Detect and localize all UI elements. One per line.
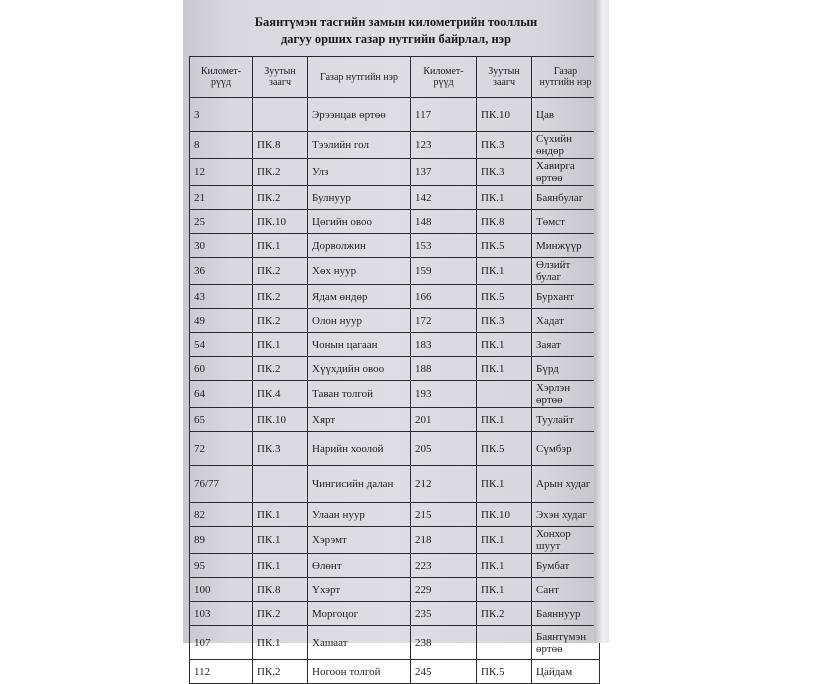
cell-km-1: 43 xyxy=(190,285,253,309)
cell-place-1: Олон нуур xyxy=(308,309,411,333)
cell-km-2: 142 xyxy=(411,186,477,210)
cell-marker-1: ПК.1 xyxy=(253,234,308,258)
cell-marker-2: ПК.5 xyxy=(477,234,532,258)
cell-place-1: Хашаат xyxy=(308,626,411,660)
table-row xyxy=(190,503,600,527)
cell-marker-1: ПК.2 xyxy=(253,159,308,186)
cell-km-2: 238 xyxy=(411,626,477,660)
title-line-1: Баянтүмэн тасгийн замын километрийн тооллын xyxy=(254,15,538,29)
cell-marker-1: ПК.8 xyxy=(253,132,308,159)
cell-km-2: 235 xyxy=(411,602,477,626)
cell-place-1: Чингисийн далан xyxy=(308,466,411,503)
cell-km-1: 30 xyxy=(190,234,253,258)
cell-marker-2 xyxy=(477,626,532,660)
cell-marker-1: ПК.2 xyxy=(253,357,308,381)
cell-marker-1: ПК.1 xyxy=(253,626,308,660)
cell-marker-1: ПК.4 xyxy=(253,381,308,408)
cell-km-1: 3 xyxy=(190,98,253,132)
cell-km-1: 103 xyxy=(190,602,253,626)
kilometer-table xyxy=(189,56,600,684)
cell-place-1: Хярт xyxy=(308,408,411,432)
cell-marker-2: ПК.1 xyxy=(477,258,532,285)
cell-place-2: Эхэн худаг xyxy=(532,503,600,527)
cell-place-1: Моргоцог xyxy=(308,602,411,626)
table-row xyxy=(190,466,600,503)
cell-km-2: 188 xyxy=(411,357,477,381)
cell-km-1: 95 xyxy=(190,554,253,578)
cell-place-1: Цөгийн овоо xyxy=(308,210,411,234)
table-row xyxy=(190,258,600,285)
table-row xyxy=(190,578,600,602)
cell-place-2: Баянбулаг xyxy=(532,186,600,210)
cell-place-1: Хөх нуур xyxy=(308,258,411,285)
cell-place-2: Минжүүр xyxy=(532,234,600,258)
cell-marker-2: ПК.1 xyxy=(477,408,532,432)
header-km-1: Километ-рүүд xyxy=(190,57,253,98)
cell-km-2: 172 xyxy=(411,309,477,333)
cell-place-1: Дорволжин xyxy=(308,234,411,258)
cell-km-2: 137 xyxy=(411,159,477,186)
cell-km-2: 193 xyxy=(411,381,477,408)
cell-place-1: Улаан нуур xyxy=(308,503,411,527)
cell-marker-1: ПК.1 xyxy=(253,554,308,578)
cell-place-1: Нарийн хоолой xyxy=(308,432,411,466)
cell-place-1: Чонын цагаан xyxy=(308,333,411,357)
header-marker-2: Зуутын заагч xyxy=(477,57,532,98)
header-marker-1: Зуутын заагч xyxy=(253,57,308,98)
cell-marker-1: ПК.10 xyxy=(253,210,308,234)
cell-place-1: Хүүхдийн овоо xyxy=(308,357,411,381)
cell-place-2: Хавирга өртөө xyxy=(532,159,600,186)
cell-marker-2: ПК.1 xyxy=(477,554,532,578)
cell-marker-1: ПК.2 xyxy=(253,186,308,210)
cell-km-1: 60 xyxy=(190,357,253,381)
cell-marker-1: ПК.8 xyxy=(253,578,308,602)
cell-place-2: Бурхант xyxy=(532,285,600,309)
cell-km-2: 212 xyxy=(411,466,477,503)
cell-marker-2: ПК.2 xyxy=(477,602,532,626)
cell-marker-1: ПК.2 xyxy=(253,660,308,684)
table-row xyxy=(190,98,600,132)
cell-place-1: Булнуур xyxy=(308,186,411,210)
cell-place-2: Баянтүмэн өртөө xyxy=(532,626,600,660)
table-row xyxy=(190,660,600,684)
cell-place-1: Ядам өндөр xyxy=(308,285,411,309)
header-place-1: Газар нутгийн нэр xyxy=(308,57,411,98)
cell-km-2: 229 xyxy=(411,578,477,602)
table-row xyxy=(190,234,600,258)
cell-marker-2: ПК.1 xyxy=(477,333,532,357)
table-header-row xyxy=(190,57,600,98)
cell-marker-2: ПК.5 xyxy=(477,432,532,466)
header-km-2: Километ-рүүд xyxy=(411,57,477,98)
cell-place-1: Эрээнцав өртөө xyxy=(308,98,411,132)
table-row xyxy=(190,357,600,381)
table-row xyxy=(190,554,600,578)
cell-marker-1 xyxy=(253,98,308,132)
cell-marker-1: ПК.2 xyxy=(253,309,308,333)
cell-marker-1: ПК.2 xyxy=(253,285,308,309)
cell-marker-1: ПК.1 xyxy=(253,527,308,554)
document-page xyxy=(183,0,609,678)
cell-km-2: 153 xyxy=(411,234,477,258)
cell-marker-2: ПК.3 xyxy=(477,159,532,186)
cell-km-2: 201 xyxy=(411,408,477,432)
cell-km-1: 89 xyxy=(190,527,253,554)
cell-km-1: 36 xyxy=(190,258,253,285)
table-row xyxy=(190,309,600,333)
table-row xyxy=(190,333,600,357)
cell-km-1: 76/77 xyxy=(190,466,253,503)
cell-km-1: 49 xyxy=(190,309,253,333)
cell-marker-2: ПК.5 xyxy=(477,285,532,309)
cell-km-1: 82 xyxy=(190,503,253,527)
cell-marker-2: ПК.1 xyxy=(477,186,532,210)
cell-km-1: 72 xyxy=(190,432,253,466)
table-row xyxy=(190,210,600,234)
cell-km-2: 117 xyxy=(411,98,477,132)
cell-marker-2: ПК.10 xyxy=(477,98,532,132)
cell-marker-2: ПК.10 xyxy=(477,503,532,527)
table-row xyxy=(190,432,600,466)
cell-place-2: Хадат xyxy=(532,309,600,333)
cell-place-2: Хэрлэн өртөө xyxy=(532,381,600,408)
header-place-2: Газар нутгийн нэр xyxy=(532,57,600,98)
book-binding xyxy=(594,0,609,643)
cell-place-2: Бүрд xyxy=(532,357,600,381)
table-row xyxy=(190,132,600,159)
cell-place-2: Төмст xyxy=(532,210,600,234)
cell-place-2: Сант xyxy=(532,578,600,602)
cell-km-1: 12 xyxy=(190,159,253,186)
cell-place-2: Хонхор шуут xyxy=(532,527,600,554)
cell-km-2: 166 xyxy=(411,285,477,309)
cell-km-1: 100 xyxy=(190,578,253,602)
cell-marker-2: ПК.1 xyxy=(477,578,532,602)
cell-place-1: Өлөнт xyxy=(308,554,411,578)
cell-place-1: Улз xyxy=(308,159,411,186)
cell-marker-1: ПК.3 xyxy=(253,432,308,466)
title-line-2: дагуу орших газар нутгийн байрлал, нэр xyxy=(280,32,512,46)
cell-place-2: Цайдам xyxy=(532,660,600,684)
cell-place-2: Цав xyxy=(532,98,600,132)
table-row xyxy=(190,186,600,210)
cell-marker-2: ПК.1 xyxy=(477,466,532,503)
cell-place-1: Ногоон толгой xyxy=(308,660,411,684)
cell-km-2: 183 xyxy=(411,333,477,357)
cell-marker-2 xyxy=(477,381,532,408)
cell-place-2: Бумбат xyxy=(532,554,600,578)
cell-marker-2: ПК.1 xyxy=(477,357,532,381)
cell-km-2: 123 xyxy=(411,132,477,159)
table-row xyxy=(190,408,600,432)
cell-place-2: Сүмбэр xyxy=(532,432,600,466)
cell-km-2: 245 xyxy=(411,660,477,684)
cell-km-1: 107 xyxy=(190,626,253,660)
table-row xyxy=(190,381,600,408)
table-row xyxy=(190,527,600,554)
cell-place-2: Туулайт xyxy=(532,408,600,432)
cell-marker-1: ПК.10 xyxy=(253,408,308,432)
cell-marker-2: ПК.3 xyxy=(477,132,532,159)
cell-km-1: 8 xyxy=(190,132,253,159)
cell-place-1: Тээлийн гол xyxy=(308,132,411,159)
cell-place-2: Өлзийт булаг xyxy=(532,258,600,285)
cell-marker-2: ПК.1 xyxy=(477,527,532,554)
cell-km-1: 54 xyxy=(190,333,253,357)
cell-km-1: 112 xyxy=(190,660,253,684)
table-row xyxy=(190,626,600,660)
cell-marker-2: ПК.3 xyxy=(477,309,532,333)
cell-marker-1: ПК.1 xyxy=(253,503,308,527)
cell-marker-2: ПК.8 xyxy=(477,210,532,234)
cell-place-2: Заяат xyxy=(532,333,600,357)
cell-km-2: 218 xyxy=(411,527,477,554)
cell-km-1: 65 xyxy=(190,408,253,432)
cell-km-1: 21 xyxy=(190,186,253,210)
cell-km-2: 205 xyxy=(411,432,477,466)
table-row xyxy=(190,159,600,186)
document-title xyxy=(183,14,609,48)
cell-place-1: Хэрэмт xyxy=(308,527,411,554)
cell-place-1: Таван толгой xyxy=(308,381,411,408)
cell-marker-1 xyxy=(253,466,308,503)
cell-place-2: Арын худаг xyxy=(532,466,600,503)
cell-marker-1: ПК.2 xyxy=(253,258,308,285)
cell-marker-1: ПК.1 xyxy=(253,333,308,357)
cell-km-1: 25 xyxy=(190,210,253,234)
cell-km-2: 223 xyxy=(411,554,477,578)
cell-marker-1: ПК.2 xyxy=(253,602,308,626)
table-row xyxy=(190,602,600,626)
cell-place-2: Баяннуур xyxy=(532,602,600,626)
cell-km-2: 148 xyxy=(411,210,477,234)
cell-km-1: 64 xyxy=(190,381,253,408)
cell-marker-2: ПК.5 xyxy=(477,660,532,684)
cell-km-2: 159 xyxy=(411,258,477,285)
cell-place-2: Сүхийн өндөр xyxy=(532,132,600,159)
cell-km-2: 215 xyxy=(411,503,477,527)
table-row xyxy=(190,285,600,309)
cell-place-1: Үхэрт xyxy=(308,578,411,602)
